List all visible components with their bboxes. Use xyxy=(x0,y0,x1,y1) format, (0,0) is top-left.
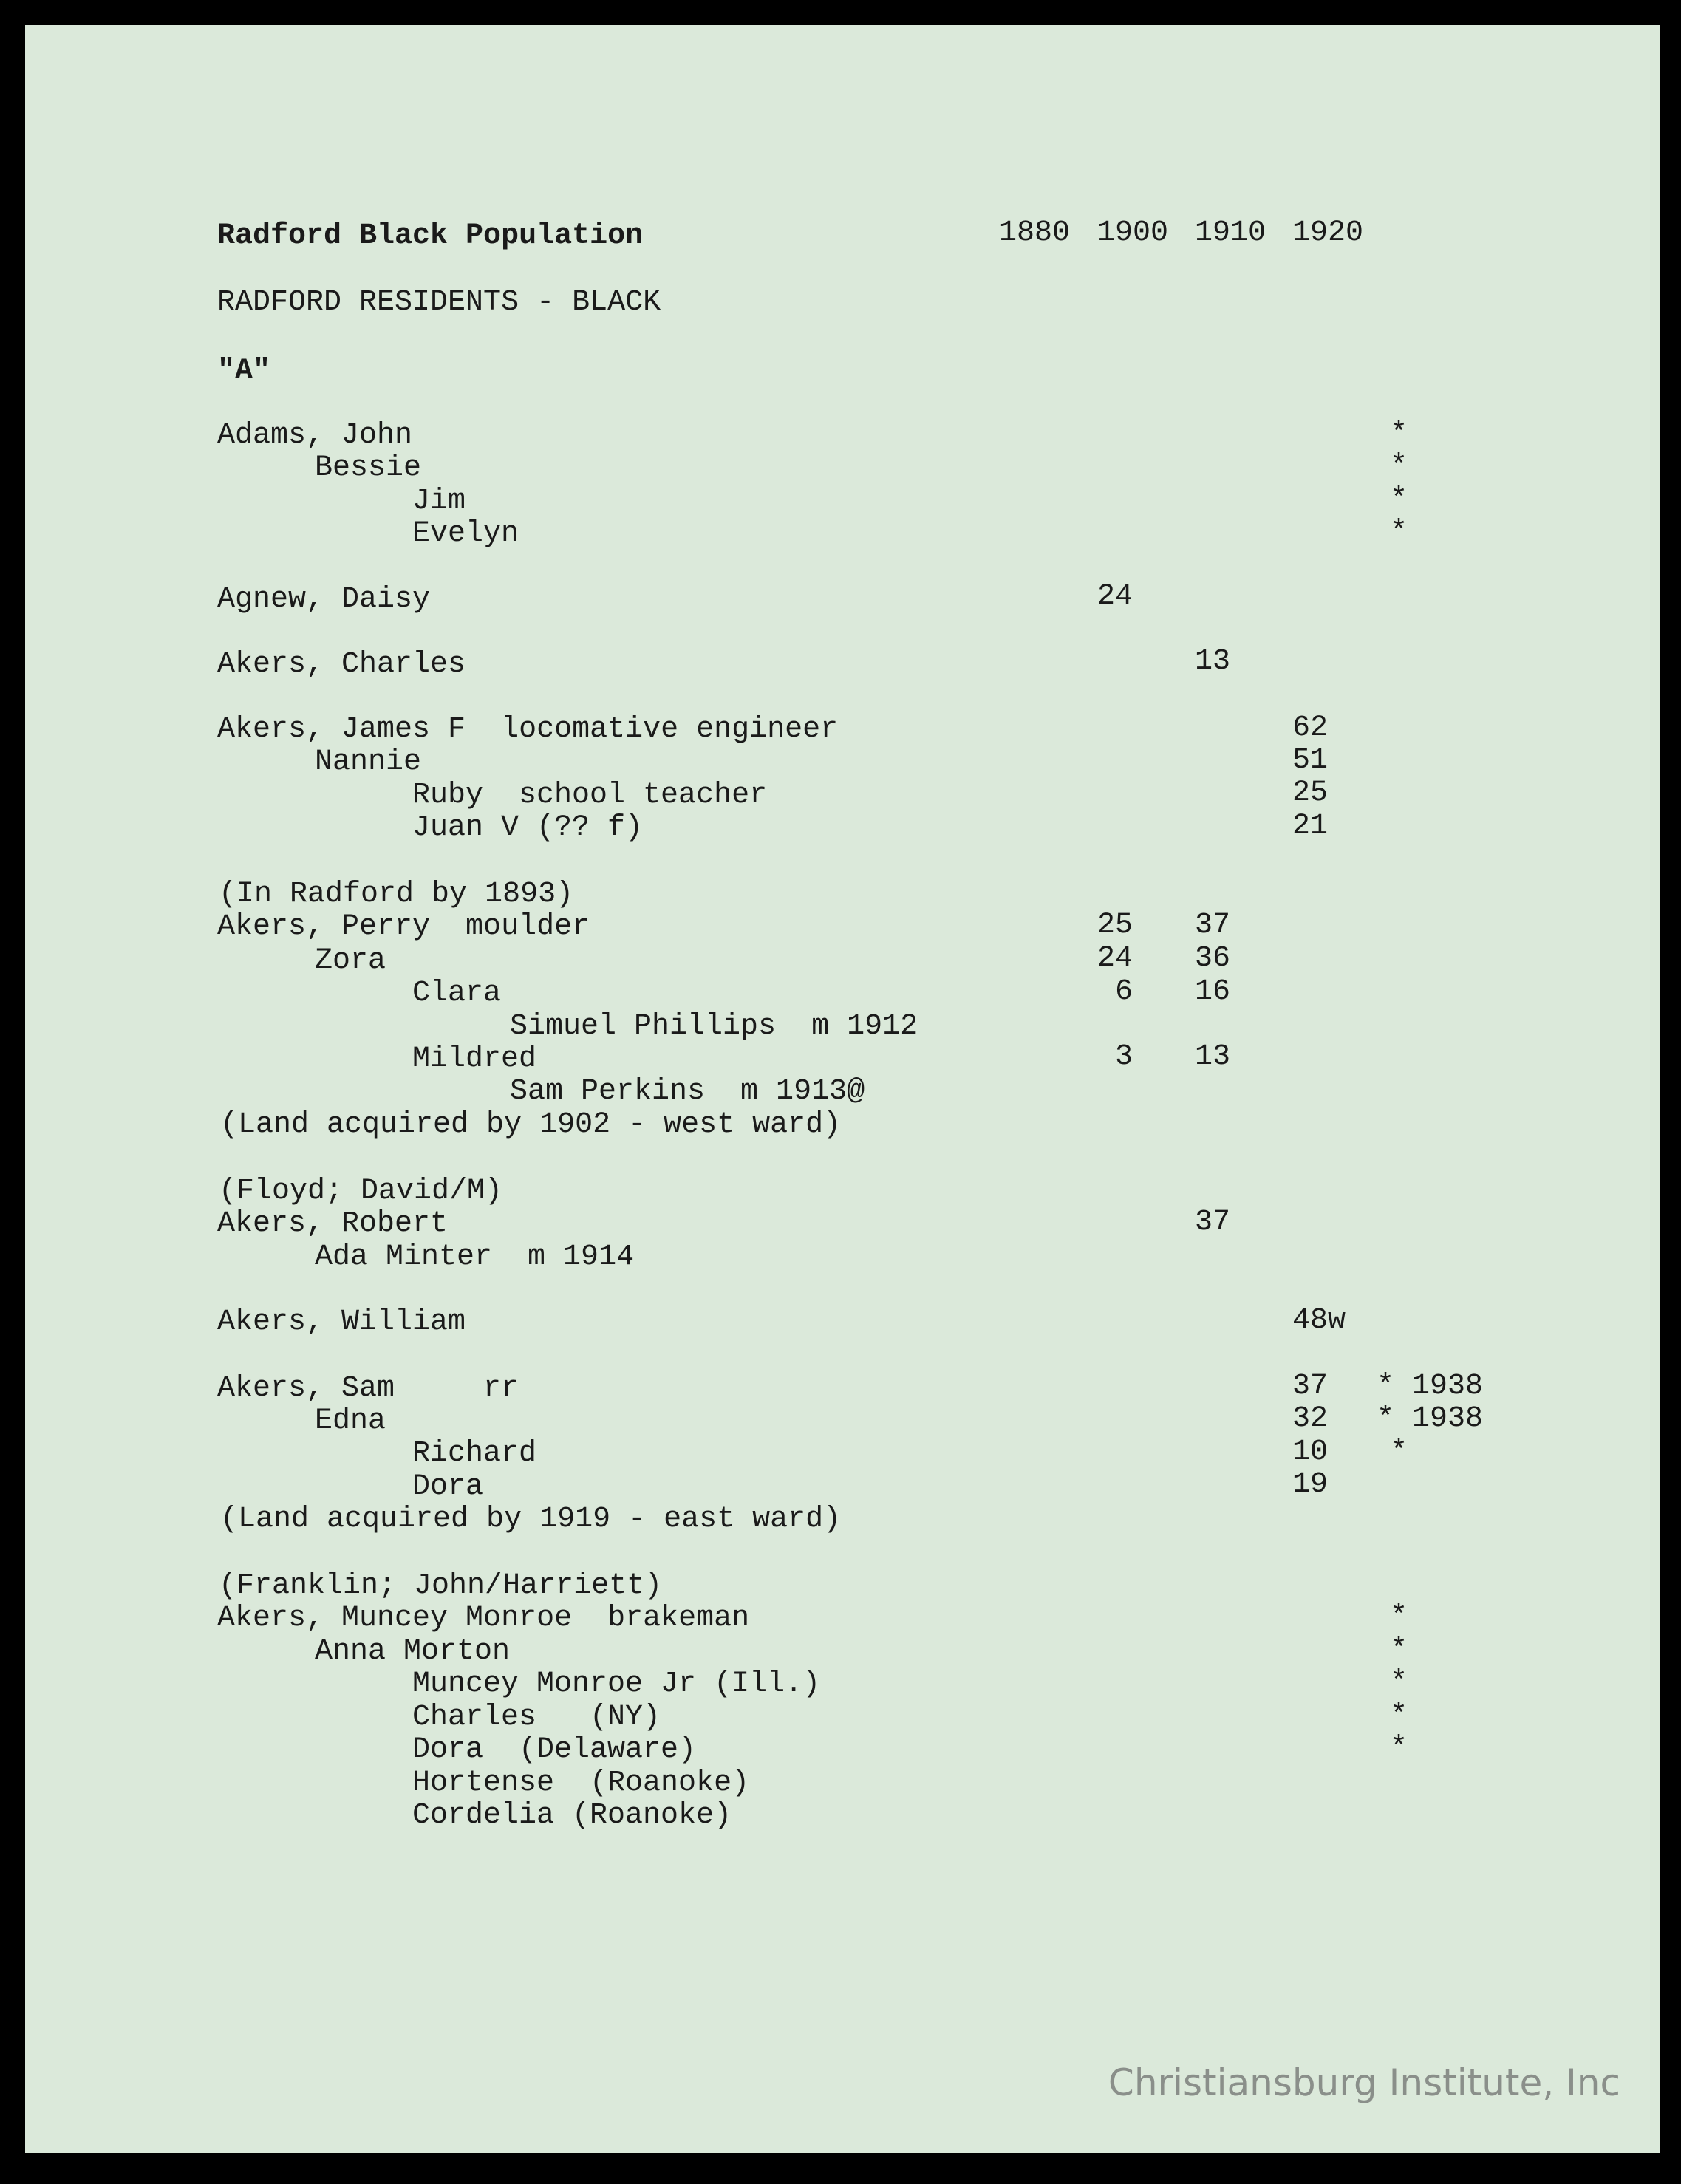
entry-name: Cordelia (Roanoke) xyxy=(412,1799,732,1832)
entry-name: Adams, John xyxy=(217,419,413,452)
year-1920: 1920 xyxy=(1292,216,1364,250)
entry-name: Evelyn xyxy=(412,517,519,550)
entry-age: 25 xyxy=(1292,777,1329,810)
entry-name: Ruby school teacher xyxy=(412,779,768,812)
entry-age: 51 xyxy=(1292,744,1329,777)
entry-name: Ada Minter m 1914 xyxy=(315,1241,635,1274)
entry-age: 16 xyxy=(1195,975,1231,1009)
entry-name: Edna xyxy=(315,1405,386,1438)
entry-name: Akers, James F locomative engineer xyxy=(217,713,839,746)
entry-mark: * xyxy=(1390,1732,1408,1765)
entry-age: 37 xyxy=(1195,909,1231,942)
entry-mark: * xyxy=(1390,1699,1408,1733)
entry-name: Bessie xyxy=(315,451,422,485)
entry-name: Simuel Phillips m 1912 xyxy=(510,1010,918,1043)
entry-mark: * 1938 xyxy=(1377,1402,1484,1436)
entry-note: (Land acquired by 1902 - west ward) xyxy=(220,1108,842,1142)
entry-mark: * xyxy=(1390,483,1408,516)
entry-mark: * 1938 xyxy=(1377,1370,1484,1403)
entry-age: 13 xyxy=(1195,645,1231,678)
entry-mark: * xyxy=(1390,417,1408,451)
entry-name: Jim xyxy=(412,485,466,518)
entry-note: (Floyd; David/M) xyxy=(219,1175,503,1208)
entry-name: Charles (NY) xyxy=(412,1701,661,1734)
entry-name: Anna Morton xyxy=(315,1635,511,1668)
entry-mark: * xyxy=(1390,516,1408,549)
entry-age: 24 xyxy=(1097,942,1133,975)
year-1910: 1910 xyxy=(1195,216,1266,250)
entry-name: Zora xyxy=(315,944,386,977)
entry-name: Agnew, Daisy xyxy=(217,583,431,616)
entry-mark: * xyxy=(1390,1666,1408,1699)
entry-age: 48w xyxy=(1292,1304,1346,1337)
entry-mark: * xyxy=(1390,1634,1408,1667)
entry-name: Nannie xyxy=(315,745,422,779)
entry-name: Akers, Charles xyxy=(217,648,466,681)
entry-age: 10 xyxy=(1292,1436,1329,1469)
entry-name: Mildred xyxy=(412,1042,537,1076)
entry-name: Juan V (?? f) xyxy=(412,811,644,844)
entry-name: Akers, Muncey Monroe brakeman xyxy=(217,1602,750,1635)
entry-age: 24 xyxy=(1097,580,1133,613)
entry-age: 62 xyxy=(1292,711,1329,745)
subtitle: RADFORD RESIDENTS - BLACK xyxy=(217,286,661,319)
section-letter: "A" xyxy=(217,355,271,388)
entry-note: (Franklin; John/Harriett) xyxy=(219,1569,663,1603)
entry-age: 6 xyxy=(1115,975,1133,1009)
year-1900: 1900 xyxy=(1097,216,1169,250)
entry-note: (In Radford by 1893) xyxy=(219,878,574,911)
entry-name: Muncey Monroe Jr (Ill.) xyxy=(412,1668,821,1701)
entry-name: Sam Perkins m 1913@ xyxy=(510,1075,865,1108)
entry-mark: * xyxy=(1390,1436,1408,1469)
entry-note: (Land acquired by 1919 - east ward) xyxy=(220,1503,842,1536)
entry-age: 21 xyxy=(1292,810,1329,843)
entry-name: Akers, William xyxy=(217,1306,466,1339)
entry-name: Dora (Delaware) xyxy=(412,1733,697,1767)
entry-name: Richard xyxy=(412,1437,537,1470)
entry-age: 32 xyxy=(1292,1402,1329,1436)
entry-name: Akers, Perry moulder xyxy=(217,910,590,943)
entry-name: Hortense (Roanoke) xyxy=(412,1767,750,1800)
entry-age: 19 xyxy=(1292,1468,1329,1501)
entry-name: Dora xyxy=(412,1470,484,1504)
entry-age: 37 xyxy=(1292,1370,1329,1403)
entry-name: Clara xyxy=(412,977,502,1010)
entry-age: 36 xyxy=(1195,942,1231,975)
entry-age: 13 xyxy=(1195,1040,1231,1074)
entry-age: 37 xyxy=(1195,1206,1231,1239)
watermark-text: Christiansburg Institute, Inc xyxy=(1108,2061,1620,2104)
year-1880: 1880 xyxy=(999,216,1071,250)
entry-mark: * xyxy=(1390,1600,1408,1634)
entry-age: 3 xyxy=(1115,1040,1133,1074)
page-title: Radford Black Population xyxy=(217,219,644,253)
entry-mark: * xyxy=(1390,450,1408,483)
entry-name: Akers, Sam rr xyxy=(217,1372,519,1405)
entry-name: Akers, Robert xyxy=(217,1207,449,1241)
entry-age: 25 xyxy=(1097,909,1133,942)
